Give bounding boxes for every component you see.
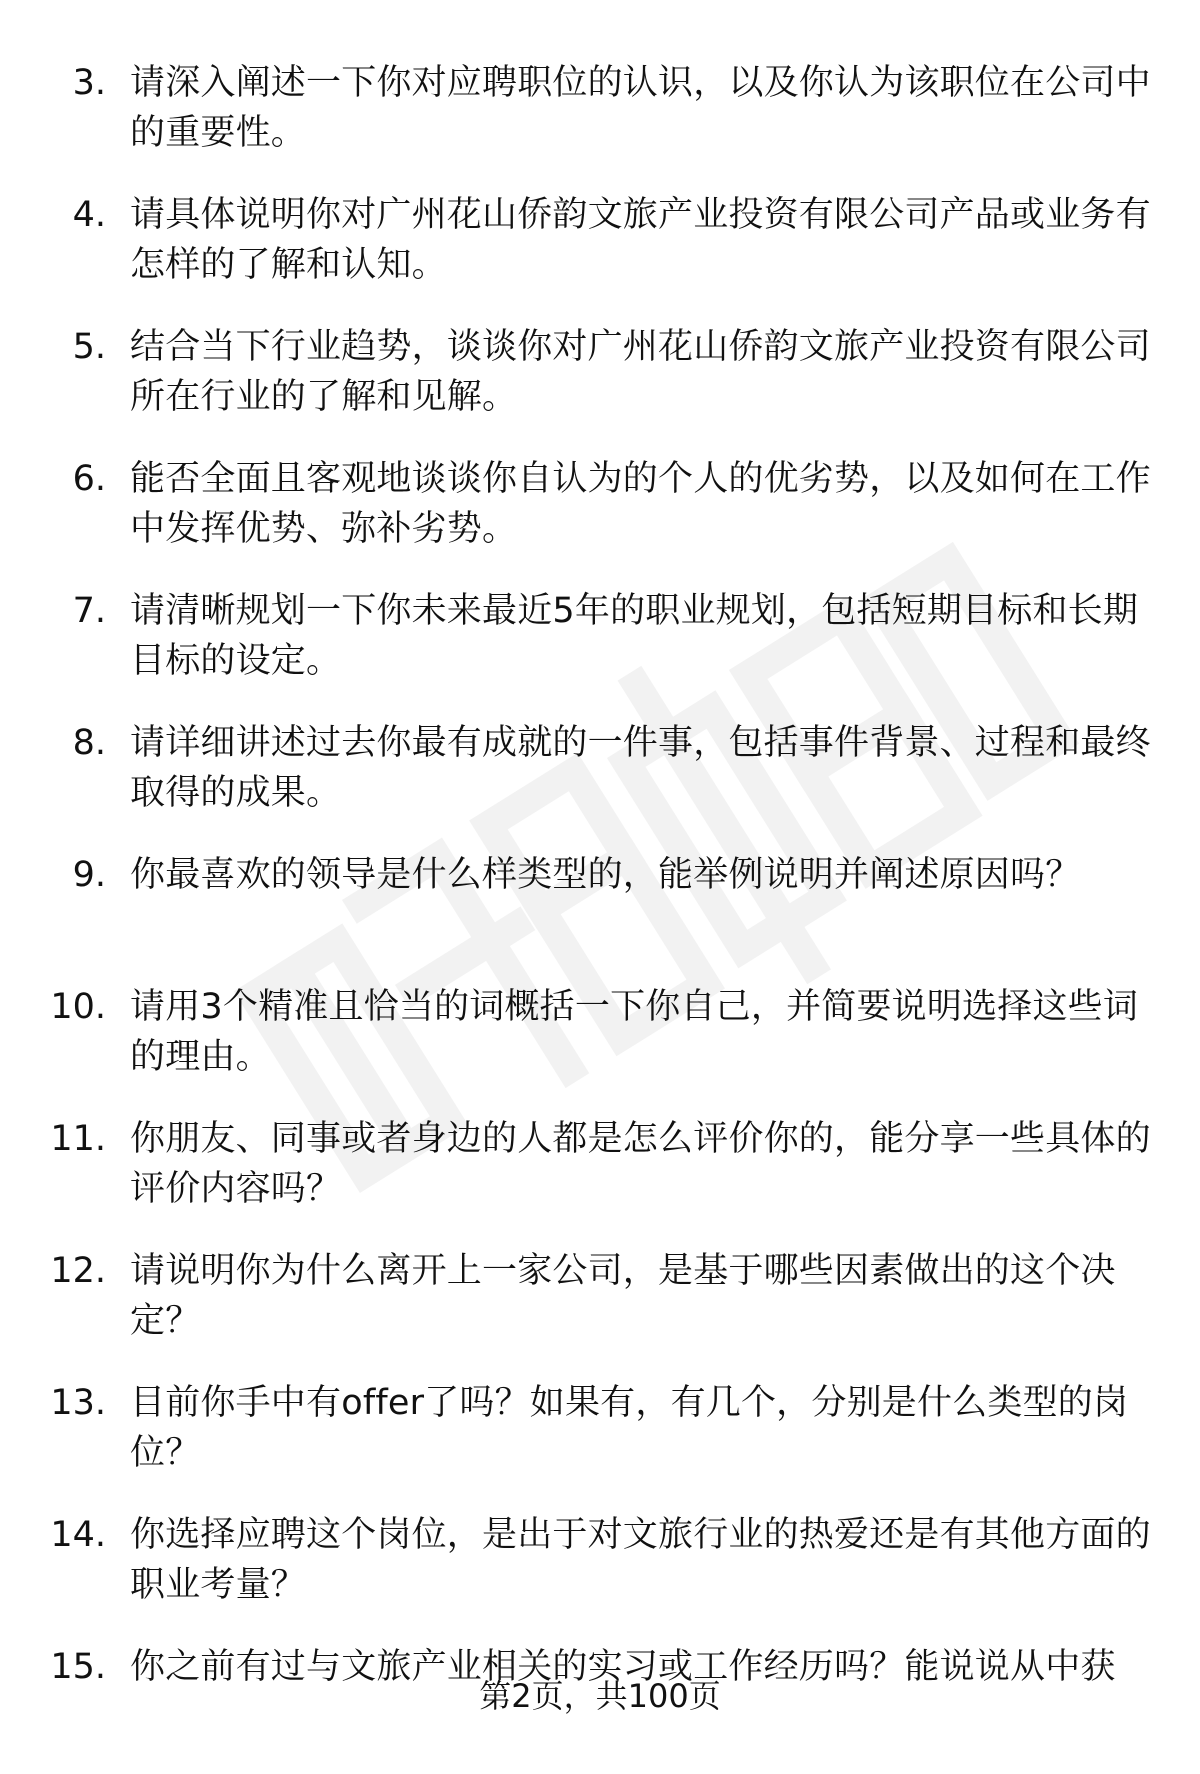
question-item [48, 850, 1158, 982]
question-number: 8. [72, 723, 106, 763]
question-text: 结合当下行业趋势，谈谈你对广州花山侨韵文旅产业投资有限公司所在行业的了解和见解。 [130, 327, 1151, 417]
question-number: 7. [72, 591, 106, 631]
question-item [48, 1114, 1158, 1246]
question-item [48, 982, 1158, 1114]
question-text: 你最喜欢的领导是什么样类型的，能举例说明并阐述原因吗？ [130, 855, 1081, 895]
question-item [48, 322, 1158, 454]
question-number: 3. [72, 63, 106, 103]
question-number: 13. [50, 1383, 106, 1423]
question-item [48, 1246, 1158, 1378]
question-text: 目前你手中有offer了吗？如果有，有几个，分别是什么类型的岗位？ [130, 1383, 1129, 1473]
question-text: 请深入阐述一下你对应聘职位的认识，以及你认为该职位在公司中的重要性。 [130, 63, 1151, 153]
question-number: 12. [50, 1251, 106, 1291]
question-item [48, 1510, 1158, 1642]
question-item [48, 586, 1158, 718]
question-item [48, 454, 1158, 586]
question-text: 你之前有过与文旅产业相关的实习或工作经历吗？能说说从中获 [130, 1647, 1116, 1687]
question-text: 请具体说明你对广州花山侨韵文旅产业投资有限公司产品或业务有怎样的了解和认知。 [130, 195, 1151, 285]
question-number: 10. [50, 987, 106, 1027]
question-item [48, 190, 1158, 322]
question-text: 请用3个精准且恰当的词概括一下你自己，并简要说明选择这些词的理由。 [130, 987, 1139, 1077]
question-text: 请清晰规划一下你未来最近5年的职业规划，包括短期目标和长期目标的设定。 [130, 591, 1139, 681]
question-text: 你选择应聘这个岗位，是出于对文旅行业的热爱还是有其他方面的职业考量？ [130, 1515, 1151, 1605]
question-number: 11. [50, 1119, 106, 1159]
question-item [48, 58, 1158, 190]
question-number: 6. [72, 459, 106, 499]
interview-question-list [48, 58, 1158, 1774]
question-text: 请说明你为什么离开上一家公司，是基于哪些因素做出的这个决定？ [130, 1251, 1116, 1341]
page-number-footer: 第2页，共100页 [479, 1677, 721, 1715]
question-text: 你朋友、同事或者身边的人都是怎么评价你的，能分享一些具体的评价内容吗？ [130, 1119, 1151, 1209]
question-text: 能否全面且客观地谈谈你自认为的个人的优劣势，以及如何在工作中发挥优势、弥补劣势。 [130, 459, 1151, 549]
question-number: 4. [72, 195, 106, 235]
question-text: 请详细讲述过去你最有成就的一件事，包括事件背景、过程和最终取得的成果。 [130, 723, 1151, 813]
question-item [48, 1378, 1158, 1510]
question-item [48, 718, 1158, 850]
question-number: 5. [72, 327, 106, 367]
question-number: 14. [50, 1515, 106, 1555]
question-number: 9. [72, 855, 106, 895]
question-number: 15. [50, 1647, 106, 1687]
